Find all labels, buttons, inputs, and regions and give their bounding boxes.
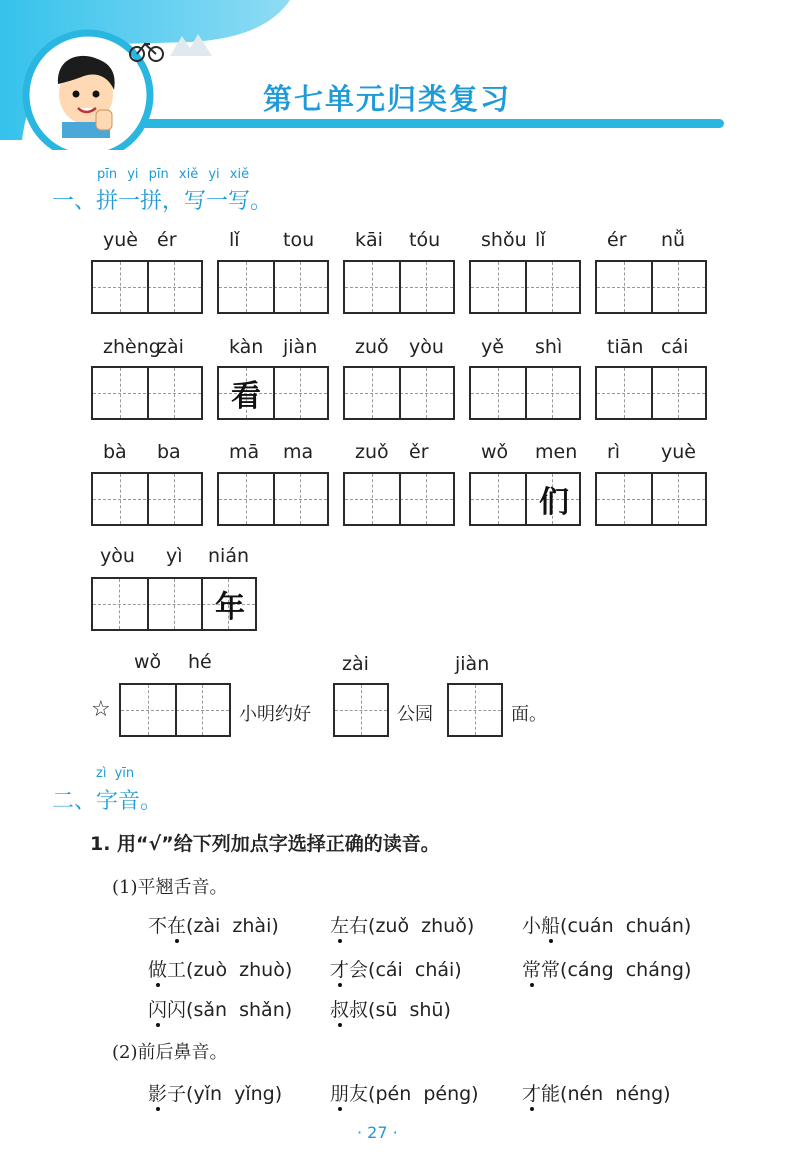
pinyin: jiàn (455, 653, 490, 675)
pinyin: kàn (229, 336, 264, 358)
pinyin: tou (283, 229, 315, 251)
pinyin: zài (342, 653, 369, 675)
word-char: 工 (167, 959, 187, 981)
pinyin: ér (607, 229, 627, 251)
reading-item (522, 911, 691, 938)
writing-box[interactable] (469, 366, 581, 420)
writing-box[interactable] (343, 260, 455, 314)
reading-item (522, 1079, 671, 1106)
reading-item (148, 911, 279, 938)
reading-options[interactable]: (yǐn yǐng) (186, 1083, 283, 1105)
writing-box[interactable] (469, 472, 581, 526)
prefilled-character (275, 262, 329, 312)
pinyin: wǒ (481, 441, 509, 463)
word-char: 叔 (349, 999, 369, 1021)
pinyin: zuǒ (355, 336, 389, 358)
word-char: 小 (522, 915, 542, 937)
reading-options[interactable]: (zuǒ zhuǒ) (368, 915, 475, 937)
writing-box[interactable] (469, 260, 581, 314)
writing-box[interactable] (91, 472, 203, 526)
reading-item (522, 955, 691, 982)
prefilled-character (275, 474, 329, 524)
dotted-character: 常 (522, 959, 542, 981)
pinyin: ma (283, 441, 314, 463)
dotted-character: 左 (330, 915, 350, 937)
prefilled-character (597, 368, 651, 418)
prefilled-character (653, 368, 707, 418)
pinyin: yòu (409, 336, 444, 358)
writing-box-jian[interactable] (447, 683, 503, 737)
word-char: 闪 (167, 999, 187, 1021)
reading-item (330, 955, 462, 982)
reading-options[interactable]: (zài zhài) (186, 915, 279, 937)
reading-item (330, 911, 474, 938)
dotted-character: 船 (541, 915, 561, 937)
pinyin: yòu (100, 545, 135, 567)
pinyin: lǐ (229, 229, 240, 251)
prefilled-character (597, 474, 651, 524)
prefilled-character (471, 368, 525, 418)
prefilled-character (401, 368, 455, 418)
prefilled-character (275, 368, 329, 418)
pinyin: zài (157, 336, 184, 358)
prefilled-character (653, 262, 707, 312)
pinyin: ba (157, 441, 181, 463)
prefilled-character: 们 (539, 485, 569, 520)
writing-box[interactable] (595, 366, 707, 420)
prefilled-character (527, 262, 581, 312)
word-char: 能 (541, 1083, 561, 1105)
pinyin: nián (208, 545, 250, 567)
writing-box[interactable] (343, 472, 455, 526)
prefilled-character (471, 474, 525, 524)
reading-options[interactable]: (cáng cháng) (560, 959, 692, 981)
reading-options[interactable]: (cái chái) (368, 959, 462, 981)
pinyin: bà (103, 441, 127, 463)
section2-title: 二、字音。 (52, 789, 163, 814)
dotted-character: 才 (330, 959, 350, 981)
pinyin: shǒu (481, 229, 527, 251)
word-char: 常 (541, 959, 561, 981)
section2-ruby: zì yīn (96, 766, 135, 781)
writing-box-zai[interactable] (333, 683, 389, 737)
reading-options[interactable]: (cuán chuán) (560, 915, 692, 937)
reading-item (330, 1079, 479, 1106)
writing-box[interactable] (343, 366, 455, 420)
dotted-character: 闪 (148, 999, 168, 1021)
prefilled-character (471, 262, 525, 312)
word-char: 会 (349, 959, 369, 981)
sentence-text: 面。 (511, 704, 547, 725)
section1-title: 一、拼一拼，写一写。 (52, 189, 273, 214)
writing-box[interactable] (217, 366, 329, 420)
pinyin: cái (661, 336, 689, 358)
pinyin: nǚ (661, 229, 686, 251)
prefilled-character (401, 262, 455, 312)
dotted-character: 做 (148, 959, 168, 981)
pinyin: ěr (409, 441, 429, 463)
prefilled-character (527, 368, 581, 418)
sentence-text: 小明约好 (239, 704, 311, 725)
pinyin: jiàn (283, 336, 318, 358)
prefilled-character: 看 (231, 379, 261, 414)
writing-box[interactable] (91, 366, 203, 420)
prefilled-character (653, 474, 707, 524)
dotted-character: 才 (522, 1083, 542, 1105)
pinyin: wǒ (134, 651, 162, 673)
pinyin: yì (166, 545, 183, 567)
prefilled-character (219, 262, 273, 312)
prefilled-character (149, 368, 203, 418)
dotted-character: 叔 (330, 999, 350, 1021)
word-char: 不 (148, 915, 168, 937)
pinyin: tóu (409, 229, 441, 251)
word-char: 子 (167, 1083, 187, 1105)
reading-item (148, 1079, 282, 1106)
reading-options[interactable]: (pén péng) (368, 1083, 479, 1105)
reading-item (148, 955, 292, 982)
pinyin: shì (535, 336, 563, 358)
header-banner (0, 0, 800, 150)
prefilled-character (345, 262, 399, 312)
reading-options[interactable]: (nén néng) (560, 1083, 671, 1105)
prefilled-character (345, 368, 399, 418)
prefilled-character (401, 474, 455, 524)
pinyin: rì (607, 441, 621, 463)
pinyin: lǐ (535, 229, 546, 251)
prefilled-character (345, 474, 399, 524)
word-char: 右 (349, 915, 369, 937)
prefilled-character: 年 (215, 590, 245, 625)
reading-options[interactable]: (sǎn shǎn) (186, 999, 293, 1021)
writing-box[interactable] (595, 472, 707, 526)
pinyin: zuǒ (355, 441, 389, 463)
reading-item (148, 995, 292, 1022)
pinyin: yuè (103, 229, 138, 251)
subsection-title: (1)平翘舌音。 (112, 877, 228, 898)
prefilled-character (149, 474, 203, 524)
pinyin: yuè (661, 441, 696, 463)
writing-box[interactable] (595, 260, 707, 314)
reading-options[interactable]: (sū shū) (368, 999, 451, 1021)
reading-options[interactable]: (zuò zhuò) (186, 959, 293, 981)
writing-box-triple[interactable] (91, 577, 257, 631)
pinyin: men (535, 441, 578, 463)
writing-box[interactable] (217, 472, 329, 526)
pinyin: yě (481, 336, 504, 358)
dotted-character: 影 (148, 1083, 168, 1105)
prefilled-character (93, 262, 147, 312)
pinyin: kāi (355, 229, 383, 251)
writing-box-wohe[interactable] (119, 683, 231, 737)
writing-box[interactable] (217, 260, 329, 314)
question-1: 1. 用“√”给下列加点字选择正确的读音。 (90, 833, 440, 855)
pinyin: hé (188, 651, 212, 673)
prefilled-character (93, 368, 147, 418)
dotted-character: 在 (167, 915, 187, 937)
word-char: 友 (349, 1083, 369, 1105)
reading-item (330, 995, 451, 1022)
prefilled-character (219, 474, 273, 524)
pinyin: zhèng (103, 336, 161, 358)
pinyin: mā (229, 441, 260, 463)
sentence-text: 公园 (397, 704, 433, 725)
pinyin: ér (157, 229, 177, 251)
prefilled-character (93, 474, 147, 524)
prefilled-character (597, 262, 651, 312)
pinyin: tiān (607, 336, 644, 358)
prefilled-character (149, 262, 203, 312)
star-icon: ☆ (91, 697, 111, 722)
page-number: · 27 · (357, 1123, 398, 1142)
boy-avatar-icon (58, 56, 115, 138)
subsection-title: (2)前后鼻音。 (112, 1042, 228, 1063)
page-title: 第七单元归类复习 (263, 82, 512, 116)
section1-ruby: pīn yi pīn xiě yi xiě (97, 167, 250, 182)
dotted-character: 朋 (330, 1083, 350, 1105)
writing-box[interactable] (91, 260, 203, 314)
header-decoration (0, 0, 800, 150)
